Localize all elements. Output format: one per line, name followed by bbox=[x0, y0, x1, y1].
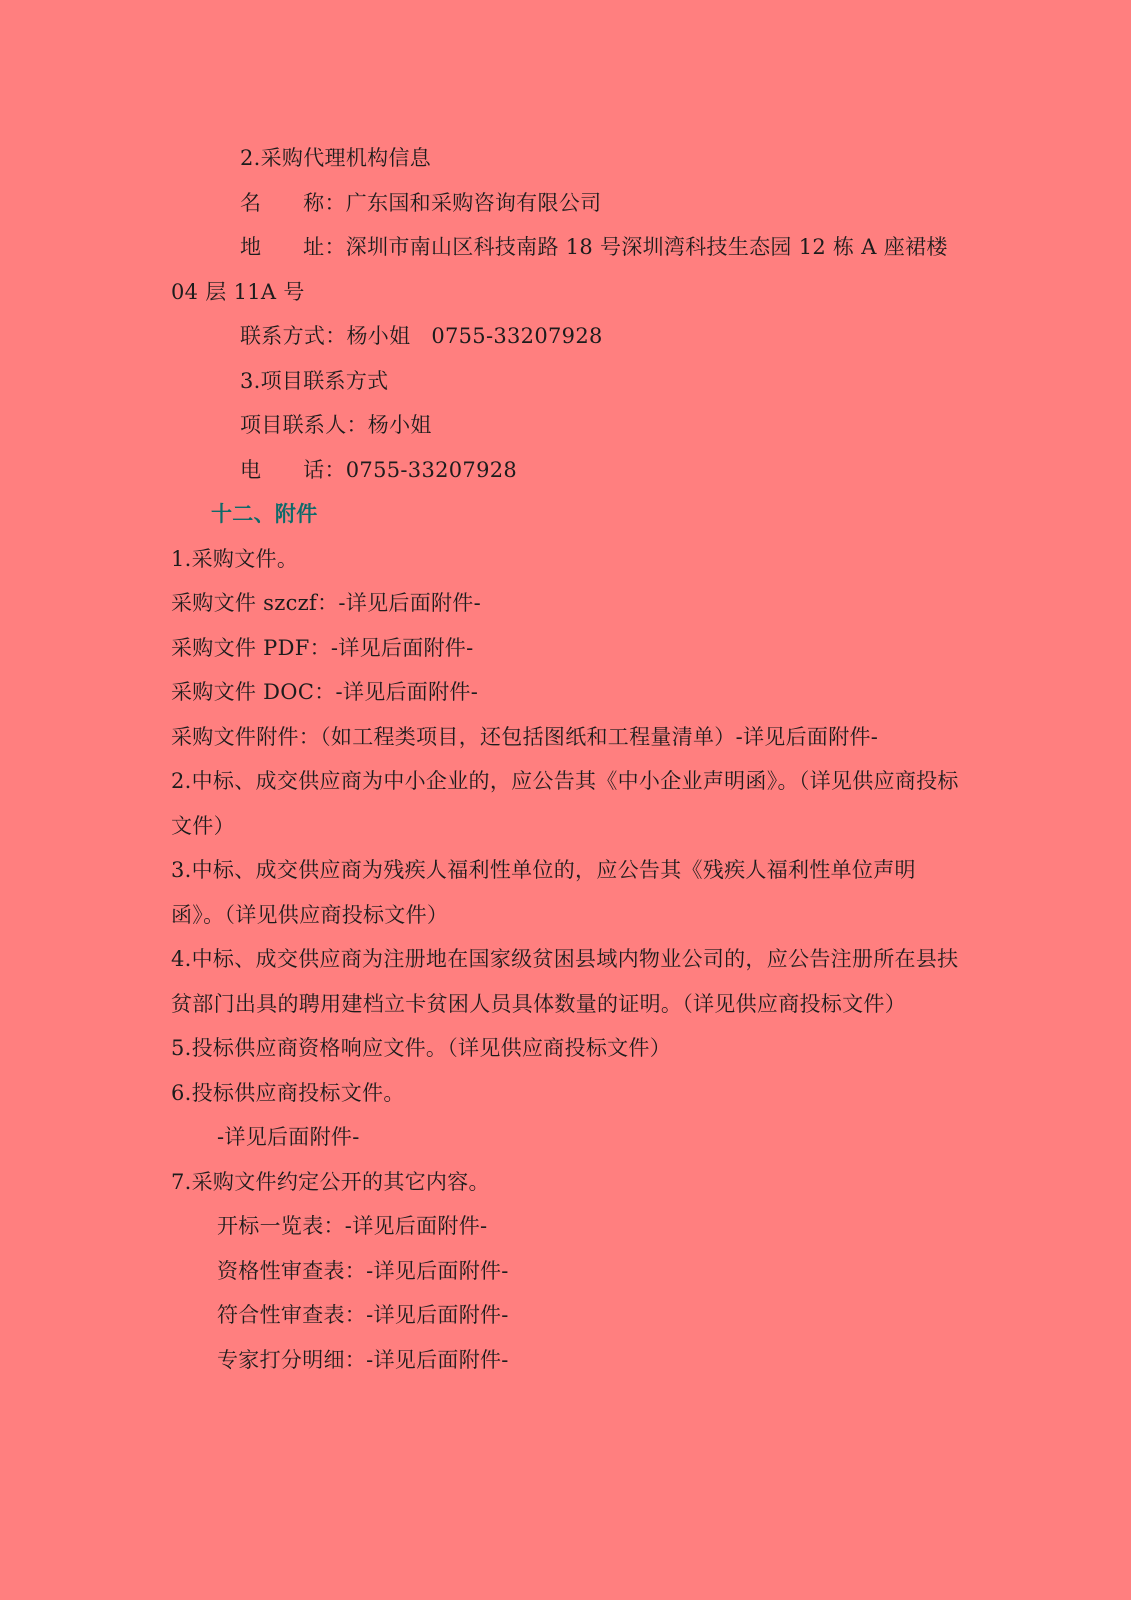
agency-address-label: 地 址： bbox=[240, 235, 346, 259]
project-contact-person: 项目联系人：杨小姐 bbox=[240, 413, 432, 437]
expert-scoring-link[interactable]: 专家打分明细：-详见后面附件- bbox=[217, 1347, 509, 1372]
procurement-file-attachment[interactable]: 采购文件附件：（如工程类项目，还包括图纸和工程量清单）-详见后面附件- bbox=[171, 724, 879, 749]
agency-name-label: 名 称： bbox=[240, 190, 346, 215]
agency-name-row bbox=[171, 181, 961, 226]
attachment-item-6: 6.投标供应商投标文件。 bbox=[171, 1080, 405, 1105]
agency-contact: 联系方式：杨小姐 0755-33207928 bbox=[240, 324, 603, 348]
qualification-review-link[interactable]: 资格性审查表：-详见后面附件- bbox=[217, 1258, 509, 1283]
agency-address-value: 深圳市南山区科技南路 18 号深圳湾科技生态园 12 栋 A 座裙楼 04 层 11A 号 bbox=[171, 235, 948, 304]
agency-name-value: 广东国和采购咨询有限公司 bbox=[345, 190, 602, 215]
project-contact-heading: 3.项目联系方式 bbox=[240, 368, 389, 393]
project-contact-phone: 电 话：0755-33207928 bbox=[240, 457, 518, 482]
procurement-file-pdf[interactable]: 采购文件 PDF：-详见后面附件- bbox=[171, 635, 474, 660]
attachment-item-2: 2.中标、成交供应商为中小企业的，应公告其《中小企业声明函》。（详见供应商投标文件） bbox=[171, 769, 959, 838]
attachment-item-7: 7.采购文件约定公开的其它内容。 bbox=[171, 1169, 490, 1194]
bid-opening-summary-link[interactable]: 开标一览表：-详见后面附件- bbox=[217, 1214, 488, 1238]
agency-address-row bbox=[171, 225, 961, 314]
attachment-item-5: 5.投标供应商资格响应文件。（详见供应商投标文件） bbox=[171, 1036, 672, 1060]
attachments-heading: 十二、附件 bbox=[211, 502, 318, 526]
bid-file-link[interactable]: -详见后面附件- bbox=[217, 1125, 360, 1149]
procurement-file-doc[interactable]: 采购文件 DOC：-详见后面附件- bbox=[171, 680, 479, 704]
conformity-review-link[interactable]: 符合性审查表：-详见后面附件- bbox=[217, 1303, 509, 1327]
agency-heading: 2.采购代理机构信息 bbox=[240, 146, 432, 170]
document-page bbox=[171, 136, 961, 1382]
attachment-item-3: 3.中标、成交供应商为残疾人福利性单位的，应公告其《残疾人福利性单位声明函》。（详见供应商投标文件） bbox=[171, 858, 916, 927]
attachment-item-4: 4.中标、成交供应商为注册地在国家级贫困县域内物业公司的，应公告注册所在县扶贫部门出具的聘用建档立卡贫困人员具体数量的证明。（详见供应商投标文件） bbox=[171, 947, 959, 1016]
attachment-item-1: 1.采购文件。 bbox=[171, 546, 299, 571]
procurement-file-szczf[interactable]: 采购文件 szczf：-详见后面附件- bbox=[171, 591, 482, 615]
